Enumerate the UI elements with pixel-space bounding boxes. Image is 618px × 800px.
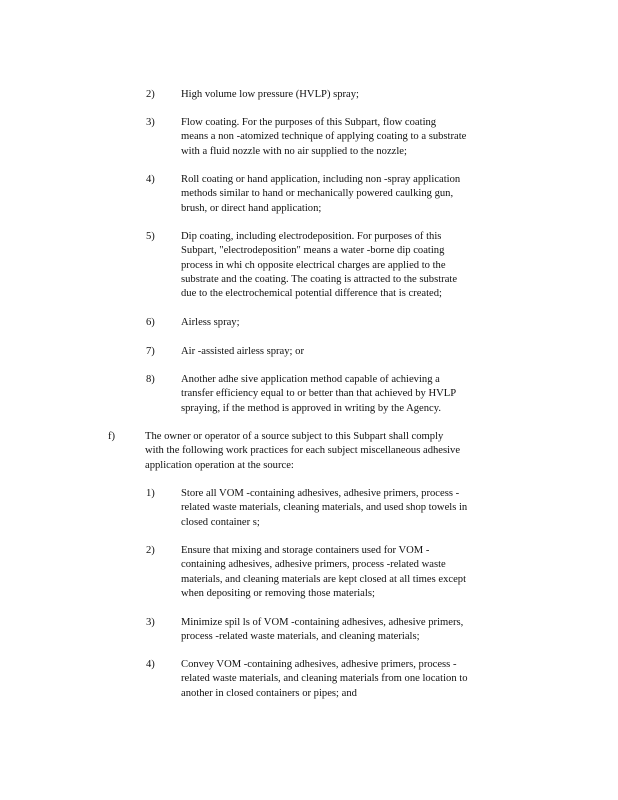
item-line: brush, or direct hand application; [181, 202, 322, 214]
item-marker: f) [108, 431, 116, 442]
item-marker: 5) [146, 231, 155, 242]
item-line: materials, and cleaning materials are kept closed at all times except [181, 573, 467, 585]
item-line: methods similar to hand or mechanically powered caulking gun, [181, 188, 454, 200]
item-line: process in whi ch opposite electrical charges are applied to the [181, 259, 446, 271]
item-line: Subpart, "electrodeposition" means a water -borne dip coating [181, 245, 445, 257]
item-line: when depositing or removing those materials; [181, 587, 375, 599]
item-line: another in closed containers or pipes; and [181, 687, 357, 699]
item-text [181, 658, 468, 701]
item-text [181, 345, 304, 359]
item-text [181, 487, 467, 530]
item-line: with a fluid nozzle with no air supplied to the nozzle; [181, 145, 407, 157]
item-text [181, 116, 466, 159]
item-marker: 1) [146, 488, 155, 499]
item-line: Flow coating. For the purposes of this Subpart, flow coating [181, 117, 437, 128]
item-line: means a non -atomized technique of applying coating to a substrate [181, 131, 467, 143]
item-marker: 4) [146, 174, 155, 185]
item-text [181, 173, 460, 216]
item-line: Air -assisted airless spray; or [181, 346, 304, 357]
item-line: Dip coating, including electrodeposition. For purposes of this [181, 231, 442, 242]
item-line: with the following work practices for each subject miscellaneous adhesive [145, 445, 461, 457]
item-line: application operation at the source: [145, 459, 294, 471]
item-line: spraying, if the method is approved in writing by the Agency. [181, 402, 441, 414]
item-line: containing adhesives, adhesive primers, process -related waste [181, 559, 446, 571]
item-line: related waste materials, and cleaning materials from one location to [181, 673, 468, 685]
item-marker: 3) [146, 617, 155, 628]
item-marker: 8) [146, 374, 155, 385]
item-marker: 7) [146, 346, 155, 357]
item-line: Minimize spil ls of VOM -containing adhesives, adhesive primers, [181, 617, 464, 628]
item-text [145, 430, 460, 473]
item-text [181, 373, 456, 416]
item-line: Roll coating or hand application, including non -spray application [181, 174, 461, 185]
item-line: transfer efficiency equal to or better than that achieved by HVLP [181, 388, 457, 400]
item-line: due to the electrochemical potential difference that is created; [181, 288, 442, 300]
item-marker: 6) [146, 317, 155, 328]
item-line: Store all VOM -containing adhesives, adhesive primers, process - [181, 488, 460, 499]
item-line: The owner or operator of a source subject to this Subpart shall comply [145, 431, 444, 442]
item-line: Another adhe sive application method capable of achieving a [181, 374, 440, 385]
item-marker: 2) [146, 89, 155, 100]
item-line: related waste materials, cleaning materials, and used shop towels in [181, 502, 468, 514]
item-text [181, 88, 359, 102]
item-line: Ensure that mixing and storage containers used for VOM - [181, 545, 430, 556]
item-text [181, 230, 457, 301]
item-line: process -related waste materials, and cleaning materials; [181, 631, 420, 643]
item-text [181, 316, 240, 330]
item-marker: 3) [146, 117, 155, 128]
item-text [181, 616, 463, 645]
item-marker: 4) [146, 659, 155, 670]
item-line: substrate and the coating. The coating is attracted to the substrate [181, 273, 458, 285]
item-marker: 2) [146, 545, 155, 556]
item-line: Airless spray; [181, 317, 240, 328]
item-line: Convey VOM -containing adhesives, adhesive primers, process - [181, 659, 457, 670]
item-line: closed container s; [181, 516, 260, 528]
item-line: High volume low pressure (HVLP) spray; [181, 89, 360, 100]
item-text [181, 544, 466, 601]
